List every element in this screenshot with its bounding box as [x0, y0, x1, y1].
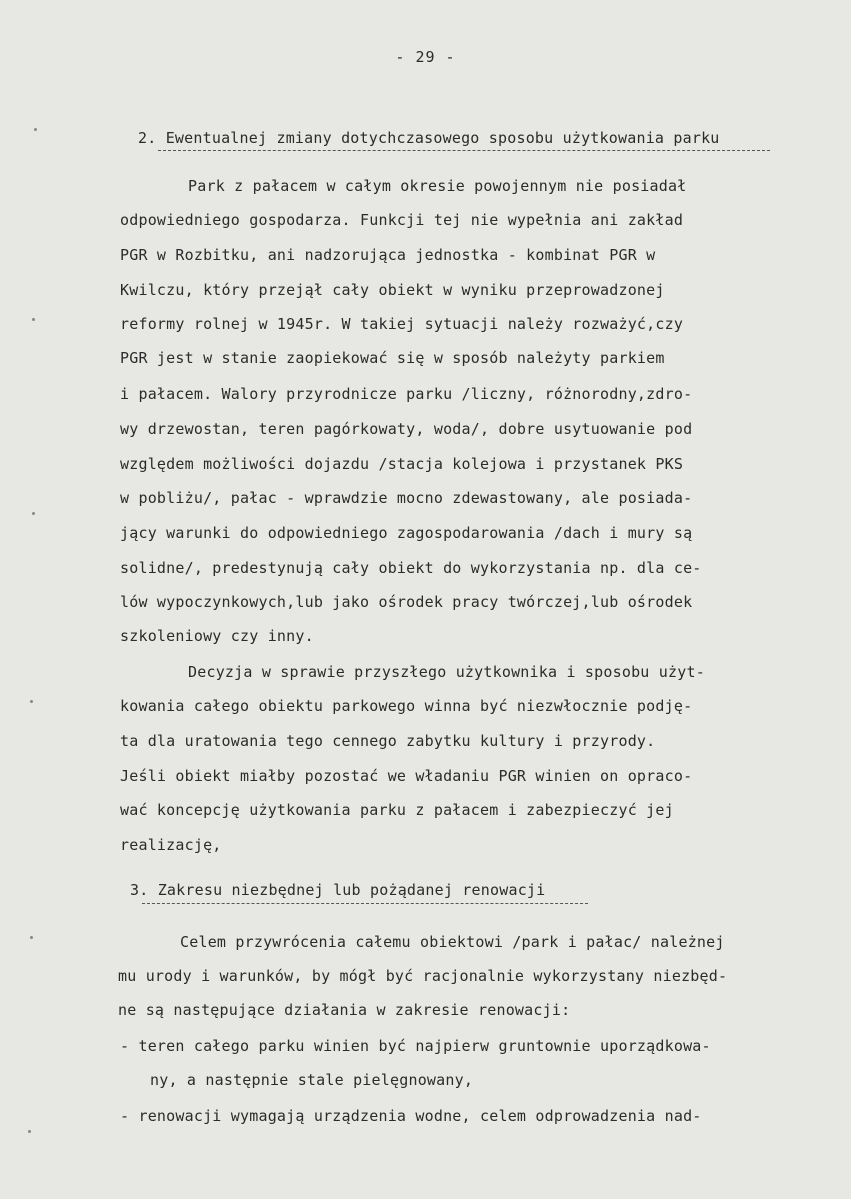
- body-line: kowania całego obiektu parkowego winna być niezwłocznie podję-: [120, 697, 693, 715]
- body-line: szkoleniowy czy inny.: [120, 627, 314, 645]
- body-line: jący warunki do odpowiedniego zagospodarowania /dach i mury są: [120, 524, 693, 542]
- list-item-continuation: ny, a następnie stale pielęgnowany,: [150, 1071, 474, 1089]
- margin-speck: [28, 1130, 31, 1133]
- margin-speck: [32, 512, 35, 515]
- body-line: PGR jest w stanie zaopiekować się w sposób należyty parkiem: [120, 349, 665, 367]
- body-line: Decyzja w sprawie przyszłego użytkownika i sposobu użyt-: [188, 663, 705, 681]
- body-line: PGR w Rozbitku, ani nadzorująca jednostka - kombinat PGR w: [120, 246, 656, 264]
- body-line: solidne/, predestynują cały obiekt do wykorzystania np. dla ce-: [120, 559, 702, 577]
- margin-speck: [32, 318, 35, 321]
- body-line: mu urody i warunków, by mógł być racjonalnie wykorzystany niezbęd-: [118, 967, 728, 985]
- list-item: - renowacji wymagają urządzenia wodne, celem odprowadzenia nad-: [120, 1107, 702, 1125]
- body-line: lów wypoczynkowych,lub jako ośrodek pracy twórczej,lub ośrodek: [120, 593, 693, 611]
- body-line: realizację,: [120, 836, 222, 854]
- body-line: w pobliżu/, pałac - wprawdzie mocno zdewastowany, ale posiada-: [120, 489, 693, 507]
- body-line: Celem przywrócenia całemu obiektowi /park i pałac/ należnej: [180, 933, 725, 951]
- margin-speck: [34, 128, 37, 131]
- list-item: - teren całego parku winien być najpierw gruntownie uporządkowa-: [120, 1037, 711, 1055]
- body-line: ne są następujące działania w zakresie renowacji:: [118, 1001, 571, 1019]
- body-line: reformy rolnej w 1945r. W takiej sytuacji należy rozważyć,czy: [120, 315, 684, 333]
- body-line: odpowiedniego gospodarza. Funkcji tej nie wypełnia ani zakład: [120, 211, 684, 229]
- section-3-heading: 3. Zakresu niezbędnej lub pożądanej renowacji: [130, 881, 546, 899]
- page-number: - 29 -: [395, 48, 456, 66]
- section-2-heading: 2. Ewentualnej zmiany dotychczasowego sposobu użytkowania parku: [138, 129, 720, 147]
- body-line: Jeśli obiekt miałby pozostać we władaniu PGR winien on opraco-: [120, 767, 693, 785]
- body-line: i pałacem. Walory przyrodnicze parku /liczny, różnorodny,zdro-: [120, 385, 693, 403]
- body-line: wy drzewostan, teren pagórkowaty, woda/, dobre usytuowanie pod: [120, 420, 693, 438]
- body-line: Park z pałacem w całym okresie powojennym nie posiadał: [188, 177, 687, 195]
- body-line: względem możliwości dojazdu /stacja kolejowa i przystanek PKS: [120, 455, 684, 473]
- margin-speck: [30, 700, 33, 703]
- body-line: ta dla uratowania tego cennego zabytku kultury i przyrody.: [120, 732, 656, 750]
- section-2-heading-underline: [158, 150, 770, 151]
- body-line: Kwilczu, który przejął cały obiekt w wyniku przeprowadzonej: [120, 281, 665, 299]
- body-line: wać koncepcję użytkowania parku z pałacem i zabezpieczyć jej: [120, 801, 674, 819]
- margin-speck: [30, 936, 33, 939]
- section-3-heading-underline: [142, 903, 588, 904]
